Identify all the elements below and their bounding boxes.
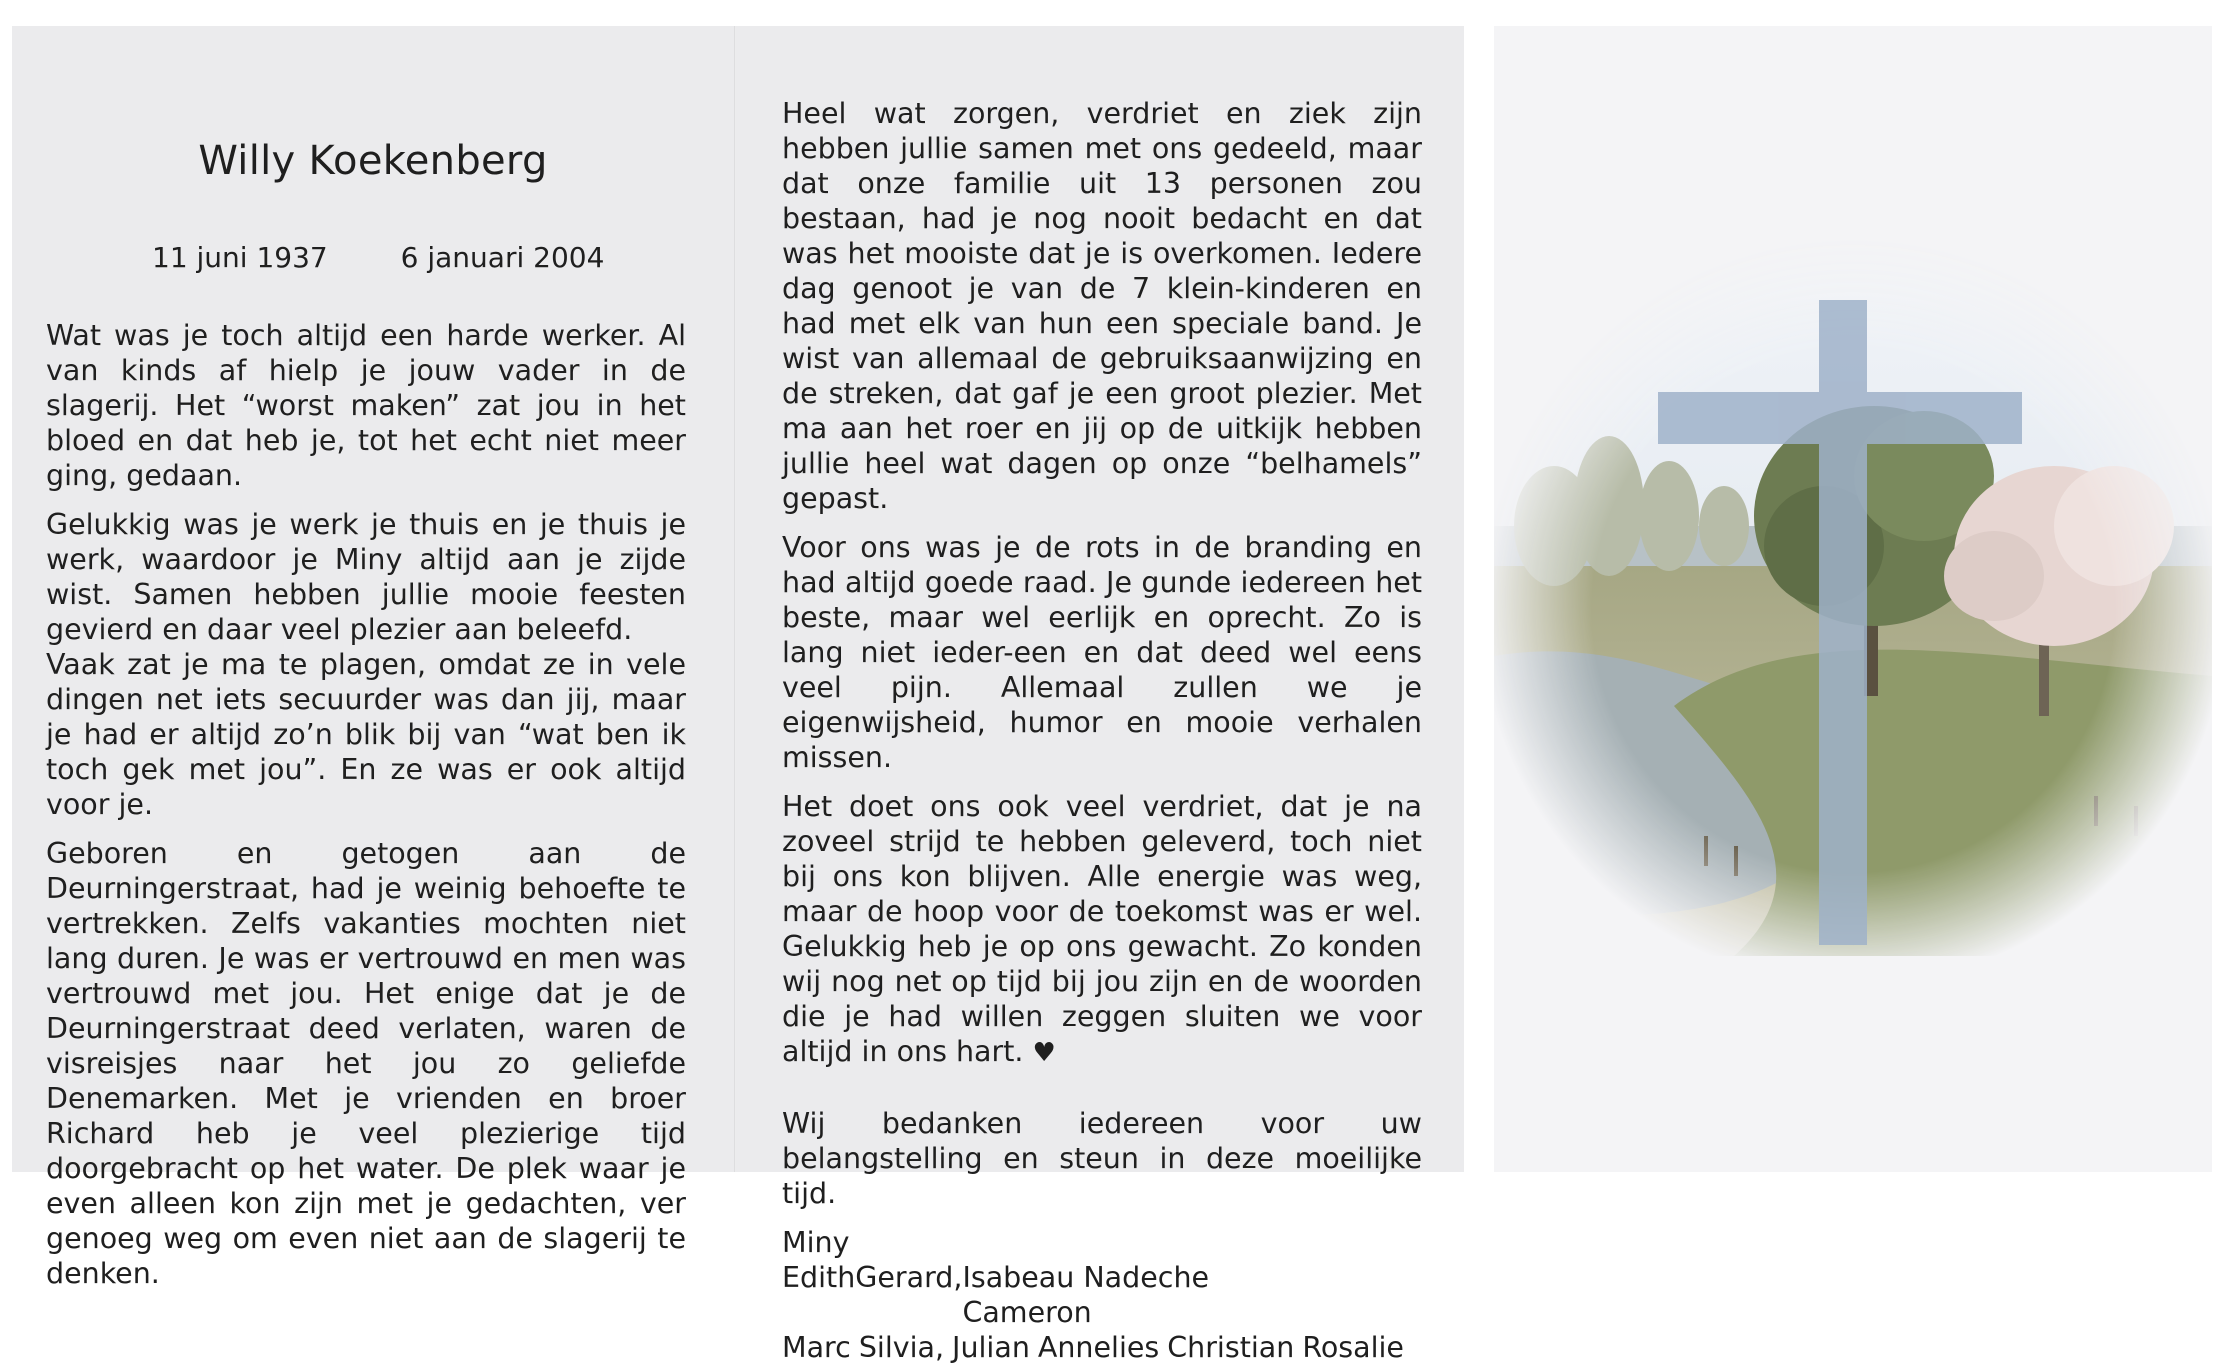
- signature-line: [782, 1260, 1342, 1330]
- paragraph: Voor ons was je de rots in de branding en had altijd goede raad. Je gunde iedereen het beste, maar wel eerlijk en oprecht. Zo is lang niet ieder-een en dat deed wel eens veel pijn. Allemaal zullen we je eigenwijsheid, humor en mooie verhalen missen.: [782, 531, 1422, 774]
- signature-block: [782, 1225, 1422, 1365]
- paragraph: Wat was je toch altijd een harde werker. Al van kinds af hielp je jouw vader in de slagerij. Het “worst maken” zat jou in het bloed en dat heb je, tot het echt niet meer ging, gedaan.: [46, 319, 686, 492]
- middle-panel: [736, 26, 1464, 1364]
- landscape-cross-image: [1494, 236, 2212, 956]
- signature-line: Miny: [782, 1226, 850, 1259]
- death-date: 6 januari 2004: [400, 241, 605, 274]
- left-text-block: [46, 318, 686, 1291]
- signature-name: Julian: [952, 1331, 1030, 1364]
- deceased-name: Willy Koekenberg: [198, 138, 548, 184]
- signature-line: [782, 1330, 1404, 1365]
- signature-name: Annelies: [1037, 1331, 1160, 1364]
- middle-text-block: [782, 96, 1422, 1365]
- thanks-paragraph: Wij bedanken iedereen voor uw belangstelling en steun in deze moeilijke tijd.: [782, 1107, 1422, 1210]
- signature-name: Edith: [782, 1261, 856, 1294]
- paragraph: Het doet ons ook veel verdriet, dat je na zoveel strijd te hebben geleverd, toch niet bij ons kon blijven. Alle energie was weg, maar de hoop voor de toekomst was er wel. Gelukkig heb je op ons gewacht. Zo konden wij nog net op tijd bij jou zijn en de woorden die je had willen zeggen sluiten we voor altijd in ons hart. ♥: [782, 790, 1422, 1068]
- signature-name: Silvia,: [858, 1331, 945, 1364]
- left-panel: [12, 26, 734, 1290]
- paragraph: Vaak zat je ma te plagen, omdat ze in vele dingen net iets secuurder was dan jij, maar je had er altijd zo’n blik bij van “wat ben ik toch gek met jou”. En ze was er ook altijd voor je.: [46, 648, 686, 821]
- paragraph: Heel wat zorgen, verdriet en ziek zijn hebben jullie samen met ons gedeeld, maar dat onze familie uit 13 personen zou bestaan, had je nog nooit bedacht en dat was het mooiste dat je is overkomen. Iedere dag genoot je van de 7 klein-kinderen en had met elk van hun een speciale band. Je wist van allemaal de gebruiksaanwijzing en de streken, dat gaf je een groot plezier. Met ma aan het roer en jij op de uitkijk hebben jullie heel wat dagen op onze “belhamels” gepast.: [782, 97, 1422, 515]
- signature-name: Isabeau Nadeche Cameron: [962, 1261, 1210, 1329]
- photo-card: [1494, 26, 2212, 1172]
- paragraph: Geboren en getogen aan de Deurningerstraat, had je weinig behoefte te vertrekken. Zelfs vakanties mochten niet lang duren. Je was er vertrouwd en men was vertrouwd met jou. Het enige dat je de Deurningerstraat deed verlaten, waren de visreisjes naar het jou zo geliefde Denemarken. Met je vrienden en broer Richard heb je veel plezierige tijd doorgebracht op het water. De plek waar je even alleen kon zijn met je gedachten, ver genoeg weg om even niet aan de slagerij te denken.: [46, 837, 686, 1290]
- signature-name: Gerard,: [855, 1261, 963, 1294]
- signature-name: Marc: [782, 1331, 851, 1364]
- paragraph: Gelukkig was je werk je thuis en je thuis je werk, waardoor je Miny altijd aan je zijde wist. Samen hebben jullie mooie feesten gevierd en daar veel plezier aan beleefd.: [46, 508, 686, 646]
- birth-date: 11 juni 1937: [152, 241, 328, 274]
- heart-icon: ♥: [1032, 1038, 1056, 1068]
- signature-name: Christian: [1167, 1331, 1295, 1364]
- signature-name: Rosalie: [1302, 1331, 1404, 1364]
- life-dates: [152, 241, 604, 274]
